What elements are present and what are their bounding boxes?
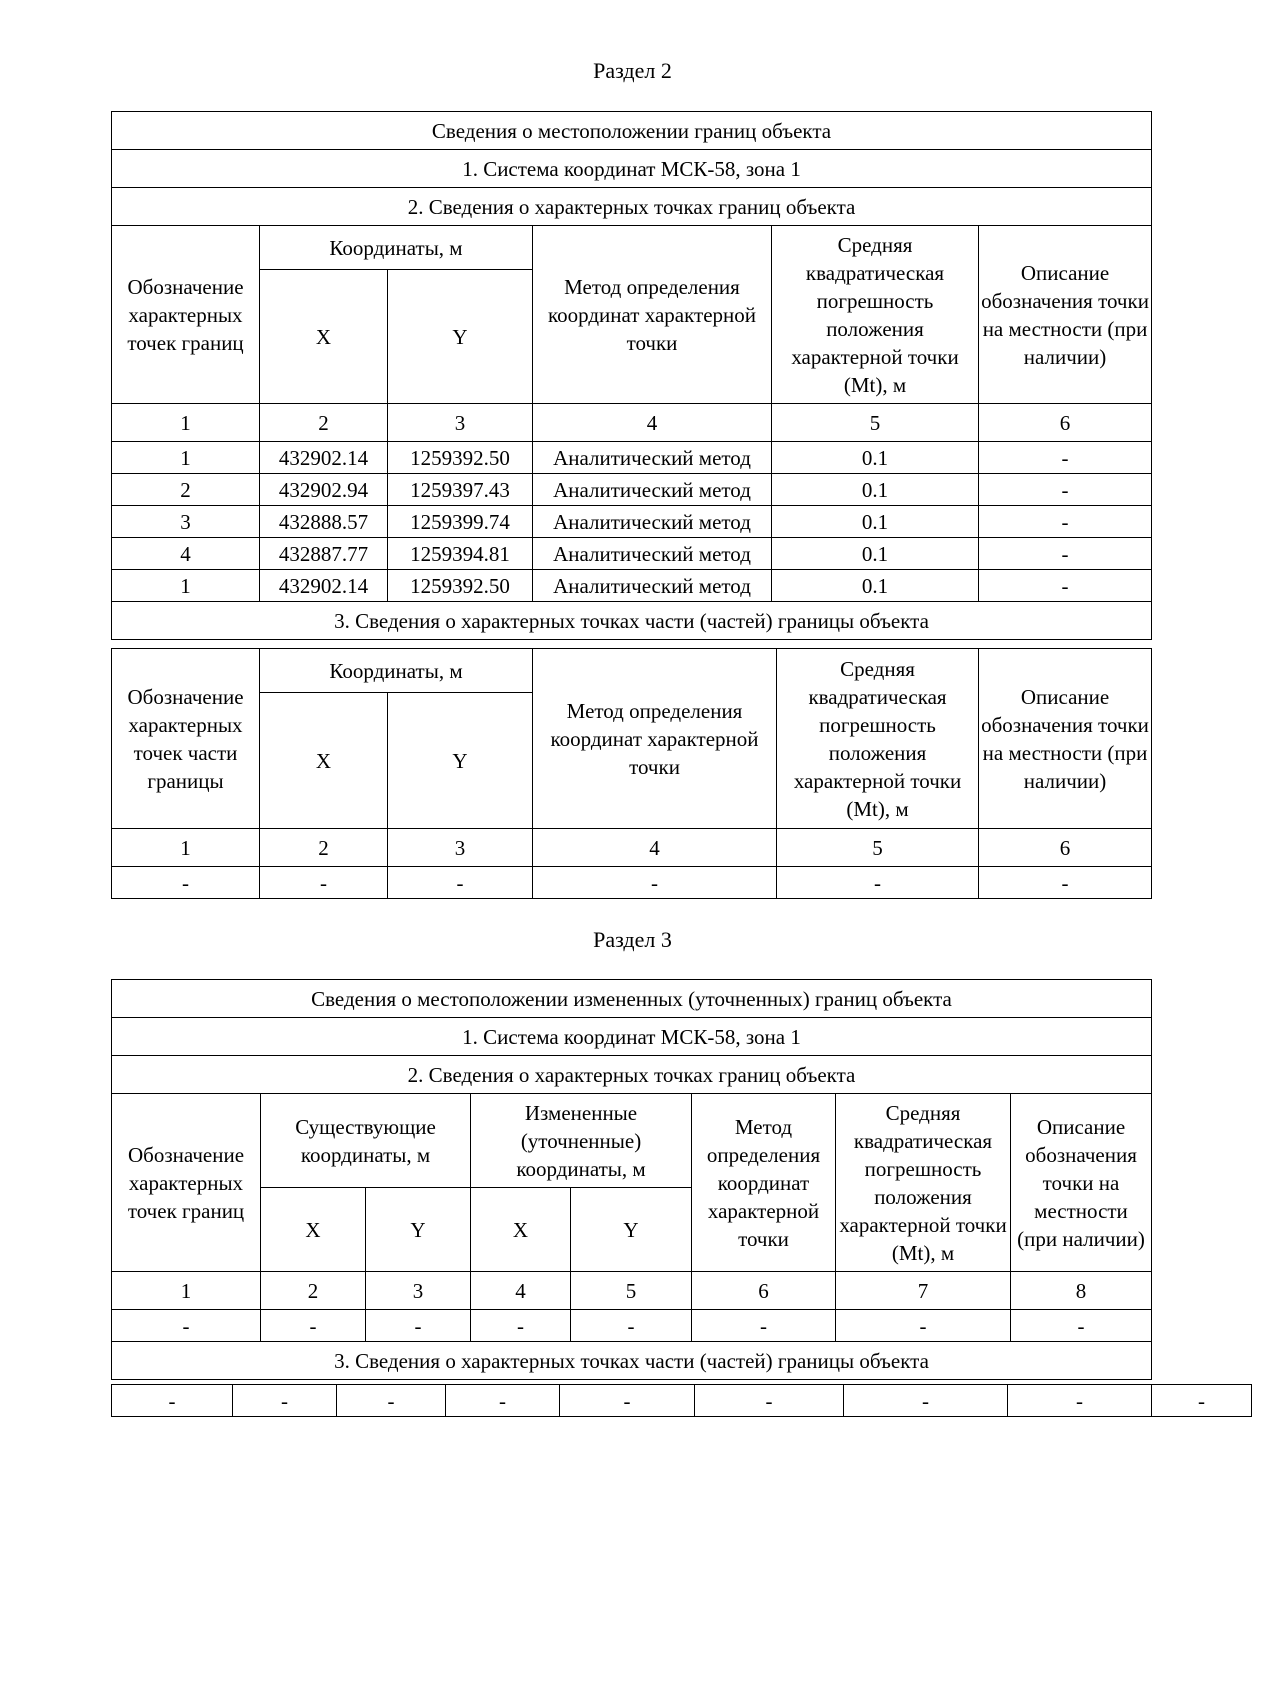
column-numbers-row: [112, 829, 1152, 867]
col-method: Метод определения координат характерной точки: [692, 1094, 836, 1272]
table-row: [112, 570, 1152, 602]
cell-method: Аналитический метод: [533, 442, 772, 474]
cell-x: 432888.57: [260, 506, 388, 538]
cell-empty: -: [366, 1310, 471, 1342]
col-number: 2: [261, 1272, 366, 1310]
col-method: Метод определения координат характерной точки: [533, 226, 772, 404]
col-number: 8: [1011, 1272, 1152, 1310]
cell-error: 0.1: [772, 442, 979, 474]
section-3-points-title: 2. Сведения о характерных точках границ объекта: [112, 1056, 1152, 1094]
cell-empty: -: [695, 1385, 844, 1417]
table-row: [112, 506, 1152, 538]
cell-error: 0.1: [772, 538, 979, 570]
col-number: 2: [260, 829, 388, 867]
cell-description: -: [979, 474, 1152, 506]
cell-empty: -: [560, 1385, 695, 1417]
cell-x: 432902.14: [260, 570, 388, 602]
col-changed-x: X: [471, 1188, 571, 1272]
col-designation: Обозначение характерных точек границ: [112, 226, 260, 404]
cell-x: 432902.14: [260, 442, 388, 474]
cell-empty: -: [844, 1385, 1008, 1417]
col-number: 5: [772, 404, 979, 442]
col-number: 3: [366, 1272, 471, 1310]
cell-point: 4: [112, 538, 260, 570]
section-3-parts-table: [111, 1384, 1252, 1417]
cell-y: 1259399.74: [388, 506, 533, 538]
section-2-title: Раздел 2: [593, 58, 672, 83]
cell-y: 1259397.43: [388, 474, 533, 506]
cell-empty: -: [777, 867, 979, 899]
cell-empty: -: [1011, 1310, 1152, 1342]
section-2-header: Сведения о местоположении границ объекта: [112, 112, 1152, 150]
col-method: Метод определения координат характерной точки: [533, 649, 777, 829]
section-3-title: Раздел 3: [593, 927, 672, 952]
col-y: Y: [388, 270, 533, 404]
section-3-table: [111, 979, 1152, 1380]
cell-empty: -: [1152, 1385, 1252, 1417]
cell-error: 0.1: [772, 506, 979, 538]
cell-point: 1: [112, 442, 260, 474]
col-number: 6: [692, 1272, 836, 1310]
cell-empty: -: [337, 1385, 446, 1417]
col-existing-coords: Существующие координаты, м: [261, 1094, 471, 1188]
col-existing-x: X: [261, 1188, 366, 1272]
cell-empty: -: [112, 1310, 261, 1342]
col-coords: Координаты, м: [260, 226, 533, 270]
col-coords: Координаты, м: [260, 649, 533, 693]
cell-y: 1259394.81: [388, 538, 533, 570]
cell-description: -: [979, 538, 1152, 570]
col-y: Y: [388, 693, 533, 829]
table-row: [112, 474, 1152, 506]
col-error: Средняя квадратическая погрешность положения характерной точки (Mt), м: [772, 226, 979, 404]
col-number: 7: [836, 1272, 1011, 1310]
cell-empty: -: [446, 1385, 560, 1417]
col-description: Описание обозначения точки на местности (при наличии): [979, 226, 1152, 404]
col-number: 4: [533, 829, 777, 867]
col-error: Средняя квадратическая погрешность положения характерной точки (Mt), м: [777, 649, 979, 829]
cell-empty: -: [112, 867, 260, 899]
table-row: [112, 1310, 1152, 1342]
col-number: 5: [777, 829, 979, 867]
cell-point: 3: [112, 506, 260, 538]
cell-y: 1259392.50: [388, 442, 533, 474]
cell-description: -: [979, 442, 1152, 474]
col-number: 6: [979, 404, 1152, 442]
section-3-parts-title: 3. Сведения о характерных точках части (частей) границы объекта: [112, 1342, 1152, 1380]
col-x: X: [260, 270, 388, 404]
cell-empty: -: [471, 1310, 571, 1342]
table-row: [112, 867, 1152, 899]
cell-method: Аналитический метод: [533, 538, 772, 570]
col-changed-coords: Измененные (уточненные) координаты, м: [471, 1094, 692, 1188]
cell-point: 1: [112, 570, 260, 602]
col-number: 1: [112, 829, 260, 867]
table-row: [112, 442, 1152, 474]
section-2-coord-system: 1. Система координат МСК-58, зона 1: [112, 150, 1152, 188]
section-2-table: [111, 111, 1152, 640]
cell-method: Аналитический метод: [533, 506, 772, 538]
section-3-coord-system: 1. Система координат МСК-58, зона 1: [112, 1018, 1152, 1056]
cell-point: 2: [112, 474, 260, 506]
cell-description: -: [979, 506, 1152, 538]
col-number: 3: [388, 404, 533, 442]
col-number: 1: [112, 404, 260, 442]
col-number: 5: [571, 1272, 692, 1310]
cell-empty: -: [533, 867, 777, 899]
cell-empty: -: [836, 1310, 1011, 1342]
cell-empty: -: [692, 1310, 836, 1342]
section-2-parts-table: [111, 648, 1152, 899]
col-part-designation: Обозначение характерных точек части границы: [112, 649, 260, 829]
cell-empty: -: [261, 1310, 366, 1342]
cell-error: 0.1: [772, 570, 979, 602]
cell-method: Аналитический метод: [533, 474, 772, 506]
col-number: 2: [260, 404, 388, 442]
cell-empty: -: [112, 1385, 233, 1417]
cell-error: 0.1: [772, 474, 979, 506]
cell-empty: -: [233, 1385, 337, 1417]
col-designation: Обозначение характерных точек границ: [112, 1094, 261, 1272]
cell-empty: -: [260, 867, 388, 899]
column-numbers-row: [112, 404, 1152, 442]
cell-empty: -: [979, 867, 1152, 899]
cell-empty: -: [571, 1310, 692, 1342]
section-2-parts-title: 3. Сведения о характерных точках части (частей) границы объекта: [112, 602, 1152, 640]
cell-empty: -: [388, 867, 533, 899]
col-description: Описание обозначения точки на местности (при наличии): [1011, 1094, 1152, 1272]
cell-method: Аналитический метод: [533, 570, 772, 602]
col-number: 4: [533, 404, 772, 442]
col-number: 6: [979, 829, 1152, 867]
table-row: [112, 538, 1152, 570]
col-existing-y: Y: [366, 1188, 471, 1272]
cell-description: -: [979, 570, 1152, 602]
section-3-header: Сведения о местоположении измененных (уточненных) границ объекта: [112, 980, 1152, 1018]
cell-x: 432887.77: [260, 538, 388, 570]
col-x: X: [260, 693, 388, 829]
col-error: Средняя квадратическая погрешность положения характерной точки (Mt), м: [836, 1094, 1011, 1272]
col-changed-y: Y: [571, 1188, 692, 1272]
table-row: [112, 1385, 1252, 1417]
col-number: 1: [112, 1272, 261, 1310]
col-number: 4: [471, 1272, 571, 1310]
section-2-points-title: 2. Сведения о характерных точках границ объекта: [112, 188, 1152, 226]
col-number: 3: [388, 829, 533, 867]
cell-y: 1259392.50: [388, 570, 533, 602]
cell-x: 432902.94: [260, 474, 388, 506]
cell-empty: -: [1008, 1385, 1152, 1417]
col-description: Описание обозначения точки на местности (при наличии): [979, 649, 1152, 829]
column-numbers-row: [112, 1272, 1152, 1310]
